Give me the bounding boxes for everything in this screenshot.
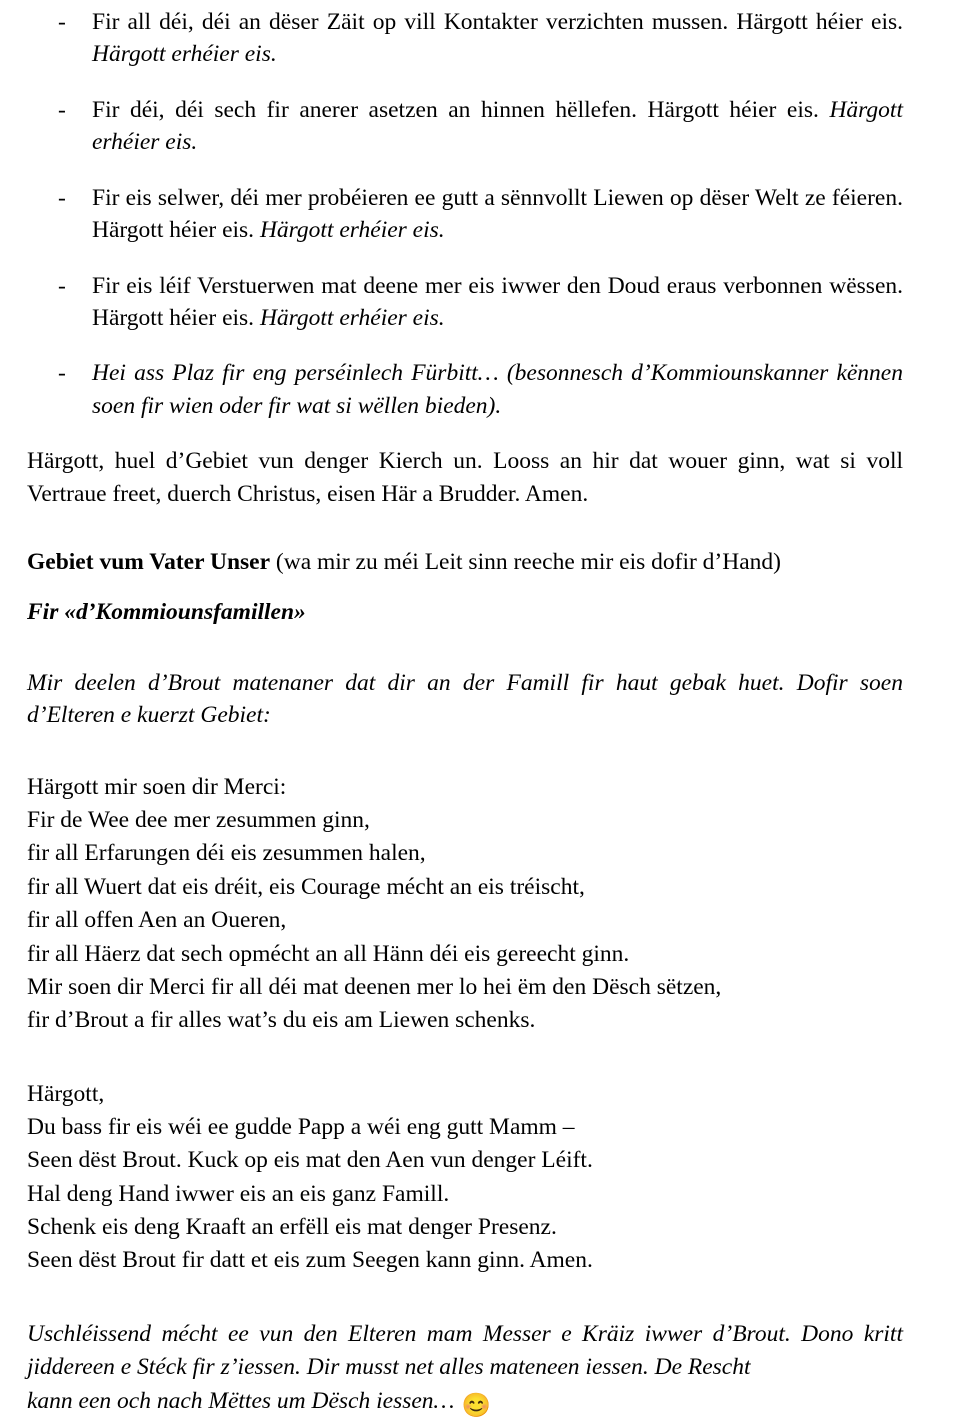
verse-line: fir all Wuert dat eis dréit, eis Courage mécht an eis tréischt, [27, 873, 585, 900]
verse-line: fir all Häerz dat sech opmécht an all Hänn déi eis gereecht ginn. [27, 940, 630, 967]
verse-line: fir all Erfarungen déi eis zesummen halen, [27, 840, 426, 867]
petition-response: Härgott erhéier eis. [259, 217, 445, 244]
rubric-final-last-line [27, 1385, 903, 1423]
petition-response: Härgott erhéier eis. [92, 41, 277, 68]
verse-line: Seen dëst Brout. Kuck op eis mat den Aen vun denger Léift. [27, 1147, 593, 1174]
bullet-dash-icon: - [58, 272, 66, 299]
prayer-verse-thanksgiving [27, 771, 903, 1038]
closing-prayer-paragraph: Härgott, huel d’Gebiet vun denger Kierch un. Looss an hir dat wouer ginn, wat si voll Vertraue freet, duerch Christus, eisen Här a Brudder. Amen. [27, 448, 903, 507]
petition-text: Hei ass Plaz fir eng perséinlech Fürbitt… (besonnesch d’Kommiounskanner kënnen soen fir wien oder fir wat si wëllen bieden). [92, 360, 903, 419]
verse-line: Du bass fir eis wéi ee gudde Papp a wéi eng gutt Mamm – [27, 1113, 575, 1140]
list-item [27, 357, 903, 422]
list-item [27, 270, 903, 335]
rubric-final-paragraph [27, 1318, 903, 1423]
petition-text: Fir eis selwer, déi mer probéieren ee gutt a sënnvollt Liewen op dëser Welt ze féieren. Härgott héier eis. [92, 184, 903, 244]
verse-line: Seen dëst Brout fir datt et eis zum Seegen kann ginn. Amen. [27, 1247, 593, 1274]
bullet-dash-icon: - [58, 360, 66, 387]
rubric-intro-paragraph: Mir deelen d’Brout matenaner dat dir an der Famill fir haut gebak huet. Dofir soen d’Elteren e kuerzt Gebiet: [27, 669, 903, 729]
petition-list [27, 6, 903, 422]
rubric-final-last-text: kann een och nach Mëttes um Dësch iessen… [27, 1387, 455, 1414]
petition-text: Fir all déi, déi an dëser Zäit op vill Kontakter verzichten mussen. Härgott héier eis. [92, 9, 903, 35]
petition-response: Härgott erhéier eis. [259, 304, 445, 331]
petition-response: Härgott erhéier eis. [92, 96, 903, 156]
list-item [27, 94, 903, 159]
bullet-dash-icon: - [58, 184, 66, 211]
verse-line: Schenk eis deng Kraaft an erfëll eis mat denger Presenz. [27, 1214, 557, 1241]
section-heading-vater-unser [27, 546, 903, 578]
section-subheading-kommiounsfamillen: Fir «d’Kommiounsfamillen» [27, 599, 306, 626]
petition-text: Fir eis léif Verstuerwen mat deene mer eis iwwer den Doud eraus verbonnen wëssen. Härgott héier eis. [92, 272, 903, 331]
bullet-dash-icon: - [58, 9, 66, 35]
verse-line: fir all offen Aen an Oueren, [27, 907, 287, 934]
verse-line: Fir de Wee dee mer zesummen ginn, [27, 807, 370, 834]
prayer-verse-blessing [27, 1078, 903, 1278]
bullet-dash-icon: - [58, 96, 66, 123]
section-heading-bold-part: Gebiet vum Vater Unser [27, 549, 271, 576]
rubric-final-body: Uschléissend mécht ee vun den Elteren mam Messer e Kräiz iwwer d’Brout. Dono kritt jiddereen e Stéck fir z’iessen. Dir musst net alles mateneen iessen. De Rescht [27, 1320, 903, 1381]
list-item [27, 182, 903, 247]
verse-line: Härgott, [27, 1080, 105, 1107]
verse-line: Mir soen dir Merci fir all déi mat deenen mer lo hei ëm den Dësch sëtzen, [27, 973, 722, 1000]
smiling-face-with-smiling-eyes-icon: 😊 [461, 1392, 491, 1419]
verse-line: Härgott mir soen dir Merci: [27, 773, 287, 800]
section-heading-rubric-part: (wa mir zu méi Leit sinn reeche mir eis dofir d’Hand) [270, 549, 781, 576]
verse-line: Hal deng Hand iwwer eis an eis ganz Famill. [27, 1180, 450, 1207]
petition-text: Fir déi, déi sech fir anerer asetzen an hinnen hëllefen. Härgott héier eis. [92, 96, 830, 123]
list-item [27, 6, 903, 71]
verse-line: fir d’Brout a fir alles wat’s du eis am Liewen schenks. [27, 1007, 536, 1034]
